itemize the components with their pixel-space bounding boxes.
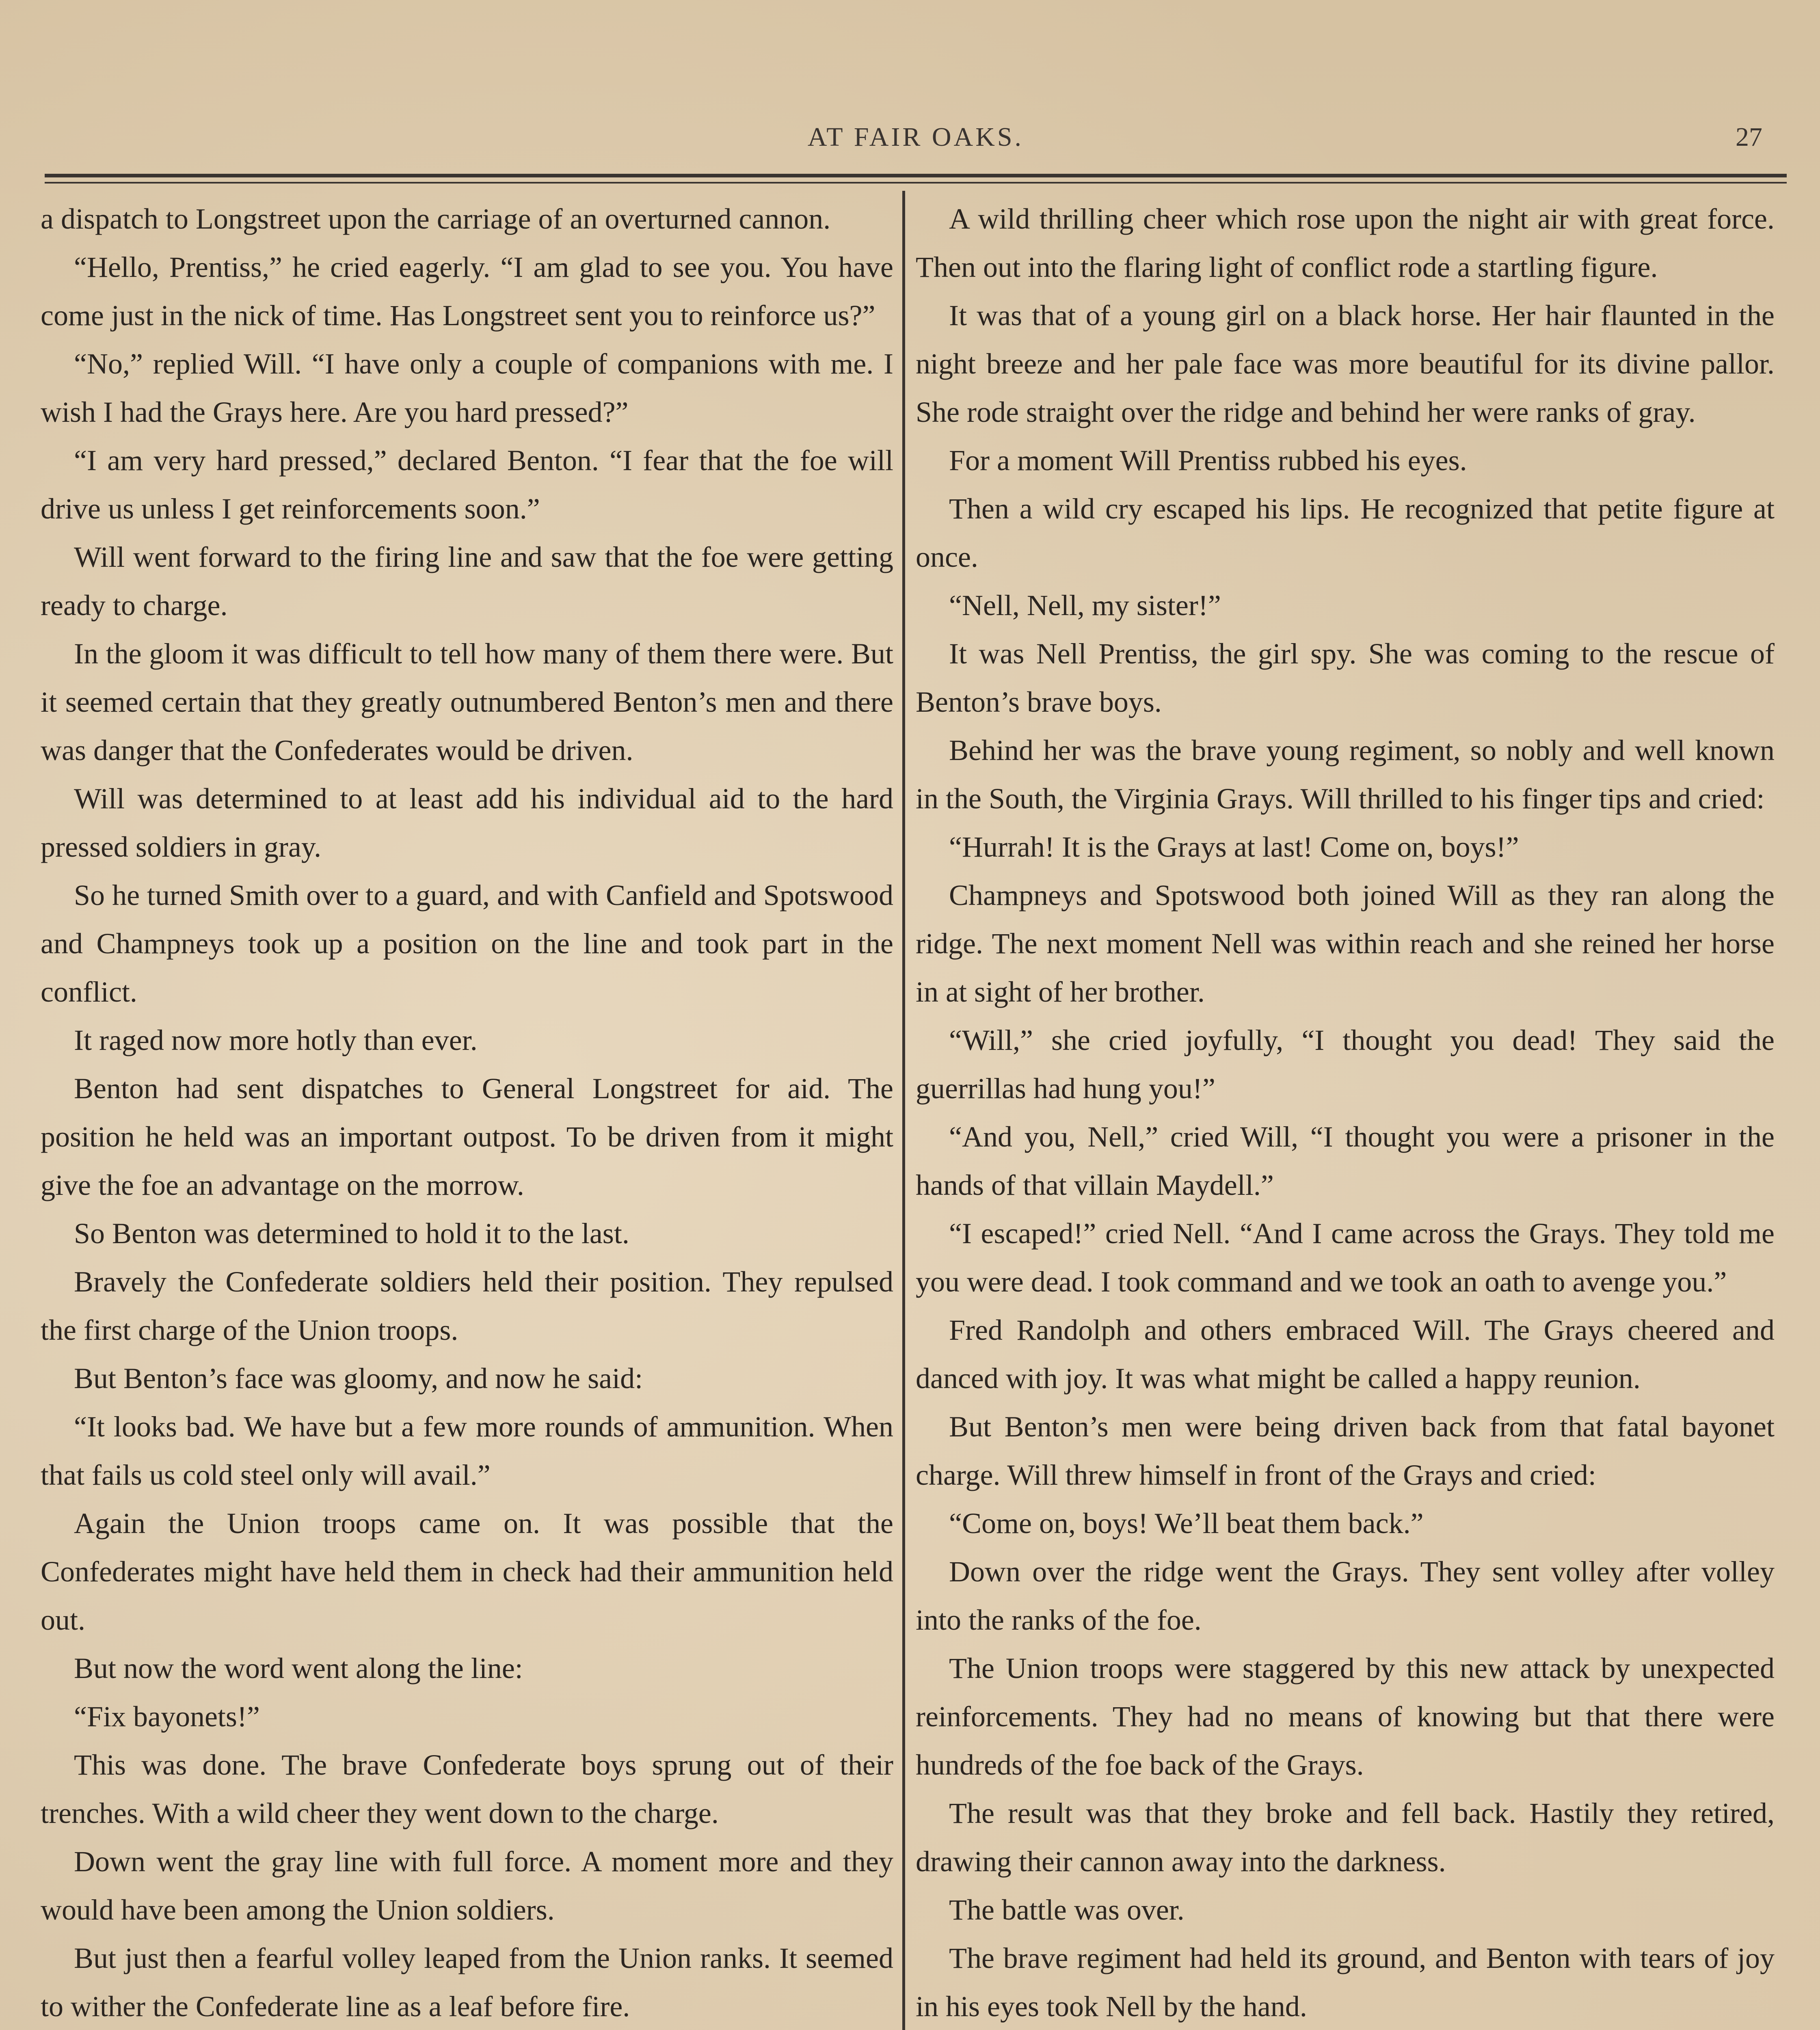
paragraph: Again the Union troops came on. It was possible that the Confederates might have held them in check had their ammunition held out.: [41, 1507, 893, 1636]
paragraph: But Benton’s men were being driven back from that fatal bayonet charge. Will threw himself in front of the Grays and cried:: [916, 1410, 1775, 1491]
header-rule-thick: [45, 174, 1787, 177]
paragraph: Down over the ridge went the Grays. They sent volley after volley into the ranks of the foe.: [916, 1555, 1775, 1636]
page-number: 27: [1736, 122, 1762, 152]
paragraph: The brave regiment had held its ground, and Benton with tears of joy in his eyes took Nell by the hand.: [916, 1942, 1775, 2023]
paragraph: “And you, Nell,” cried Will, “I thought you were a prisoner in the hands of that villain Maydell.”: [916, 1121, 1775, 1201]
paragraph: Will was determined to at least add his individual aid to the hard pressed soldiers in gray.: [41, 782, 893, 863]
paragraph: Will went forward to the firing line and saw that the foe were getting ready to charge.: [41, 541, 893, 622]
paragraph: “Hello, Prentiss,” he cried eagerly. “I am glad to see you. You have come just in the nick of time. Has Longstreet sent you to reinforce us?”: [41, 251, 893, 332]
paragraph: So he turned Smith over to a guard, and with Canfield and Spotswood and Champneys took up a position on the line and took part in the conflict.: [41, 879, 893, 1008]
paragraph: The battle was over.: [949, 1894, 1185, 1926]
paragraph: But now the word went along the line:: [74, 1652, 523, 1684]
paragraph: This was done. The brave Confederate boys sprung out of their trenches. With a wild cheer they went down to the charge.: [41, 1749, 893, 1829]
paragraph: In the gloom it was difficult to tell how many of them there were. But it seemed certain that they greatly outnumbered Benton’s men and there was danger that the Confederates would be driven.: [41, 637, 893, 767]
paragraph: “I am very hard pressed,” declared Benton. “I fear that the foe will drive us unless I get reinforcements soon.”: [41, 444, 893, 525]
paragraph: The Union troops were staggered by this new attack by unexpected reinforcements. They had no means of knowing but that there were hundreds of the foe back of the Grays.: [916, 1652, 1775, 1781]
running-title: AT FAIR OAKS.: [807, 122, 1024, 152]
paragraph: “Nell, Nell, my sister!”: [949, 589, 1221, 622]
paragraph: The result was that they broke and fell back. Hastily they retired, drawing their cannon away into the darkness.: [916, 1797, 1775, 1878]
paragraph: Down went the gray line with full force. A moment more and they would have been among the Union soldiers.: [41, 1845, 893, 1926]
paragraph: But just then a fearful volley leaped from the Union ranks. It seemed to wither the Confederate line as a leaf before fire.: [41, 1942, 893, 2023]
paragraph: “Hurrah! It is the Grays at last! Come on, boys!”: [949, 831, 1519, 863]
paragraph: For a moment Will Prentiss rubbed his eyes.: [949, 444, 1467, 477]
right-column: [916, 195, 1775, 2030]
paragraph: “Come on, boys! We’ll beat them back.”: [949, 1507, 1424, 1540]
left-column: [41, 195, 893, 2030]
paragraph: But Benton’s face was gloomy, and now he said:: [74, 1362, 643, 1395]
paragraph: It was Nell Prentiss, the girl spy. She was coming to the rescue of Benton’s brave boys.: [916, 637, 1775, 718]
paragraph: It was that of a young girl on a black horse. Her hair flaunted in the night breeze and her pale face was more beautiful for its divine pallor. She rode straight over the ridge and behind her were ranks of gray.: [916, 299, 1775, 428]
paragraph: It raged now more hotly than ever.: [74, 1024, 478, 1056]
paragraph: “It looks bad. We have but a few more rounds of ammunition. When that fails us cold steel only will avail.”: [41, 1410, 893, 1491]
paragraph: Fred Randolph and others embraced Will. The Grays cheered and danced with joy. It was what might be called a happy reunion.: [916, 1314, 1775, 1395]
paragraph: Benton had sent dispatches to General Longstreet for aid. The position he held was an important outpost. To be driven from it might give the foe an advantage on the morrow.: [41, 1072, 893, 1201]
paragraph: Bravely the Confederate soldiers held their position. They repulsed the first charge of the Union troops.: [41, 1266, 893, 1346]
paragraph: So Benton was determined to hold it to the last.: [74, 1217, 629, 1250]
paragraph: Then a wild cry escaped his lips. He recognized that petite figure at once.: [916, 492, 1775, 573]
column-divider: [902, 191, 905, 2030]
paragraph: “Will,” she cried joyfully, “I thought you dead! They said the guerrillas had hung you!”: [916, 1024, 1775, 1105]
paragraph: Behind her was the brave young regiment, so nobly and well known in the South, the Virginia Grays. Will thrilled to his finger tips and cried:: [916, 734, 1775, 815]
paragraph: A wild thrilling cheer which rose upon the night air with great force. Then out into the flaring light of conflict rode a startling figure.: [916, 203, 1775, 283]
paragraph: “I escaped!” cried Nell. “And I came across the Grays. They told me you were dead. I took command and we took an oath to avenge you.”: [916, 1217, 1775, 1298]
header-rule-thin: [45, 182, 1787, 184]
paragraph: “No,” replied Will. “I have only a couple of companions with me. I wish I had the Grays here. Are you hard pressed?”: [41, 348, 893, 428]
page-header: [45, 110, 1787, 166]
paragraph: “Fix bayonets!”: [74, 1700, 260, 1733]
paragraph: Champneys and Spotswood both joined Will as they ran along the ridge. The next moment Nell was within reach and she reined her horse in at sight of her brother.: [916, 879, 1775, 1008]
paragraph: a dispatch to Longstreet upon the carriage of an overturned cannon.: [41, 203, 831, 235]
